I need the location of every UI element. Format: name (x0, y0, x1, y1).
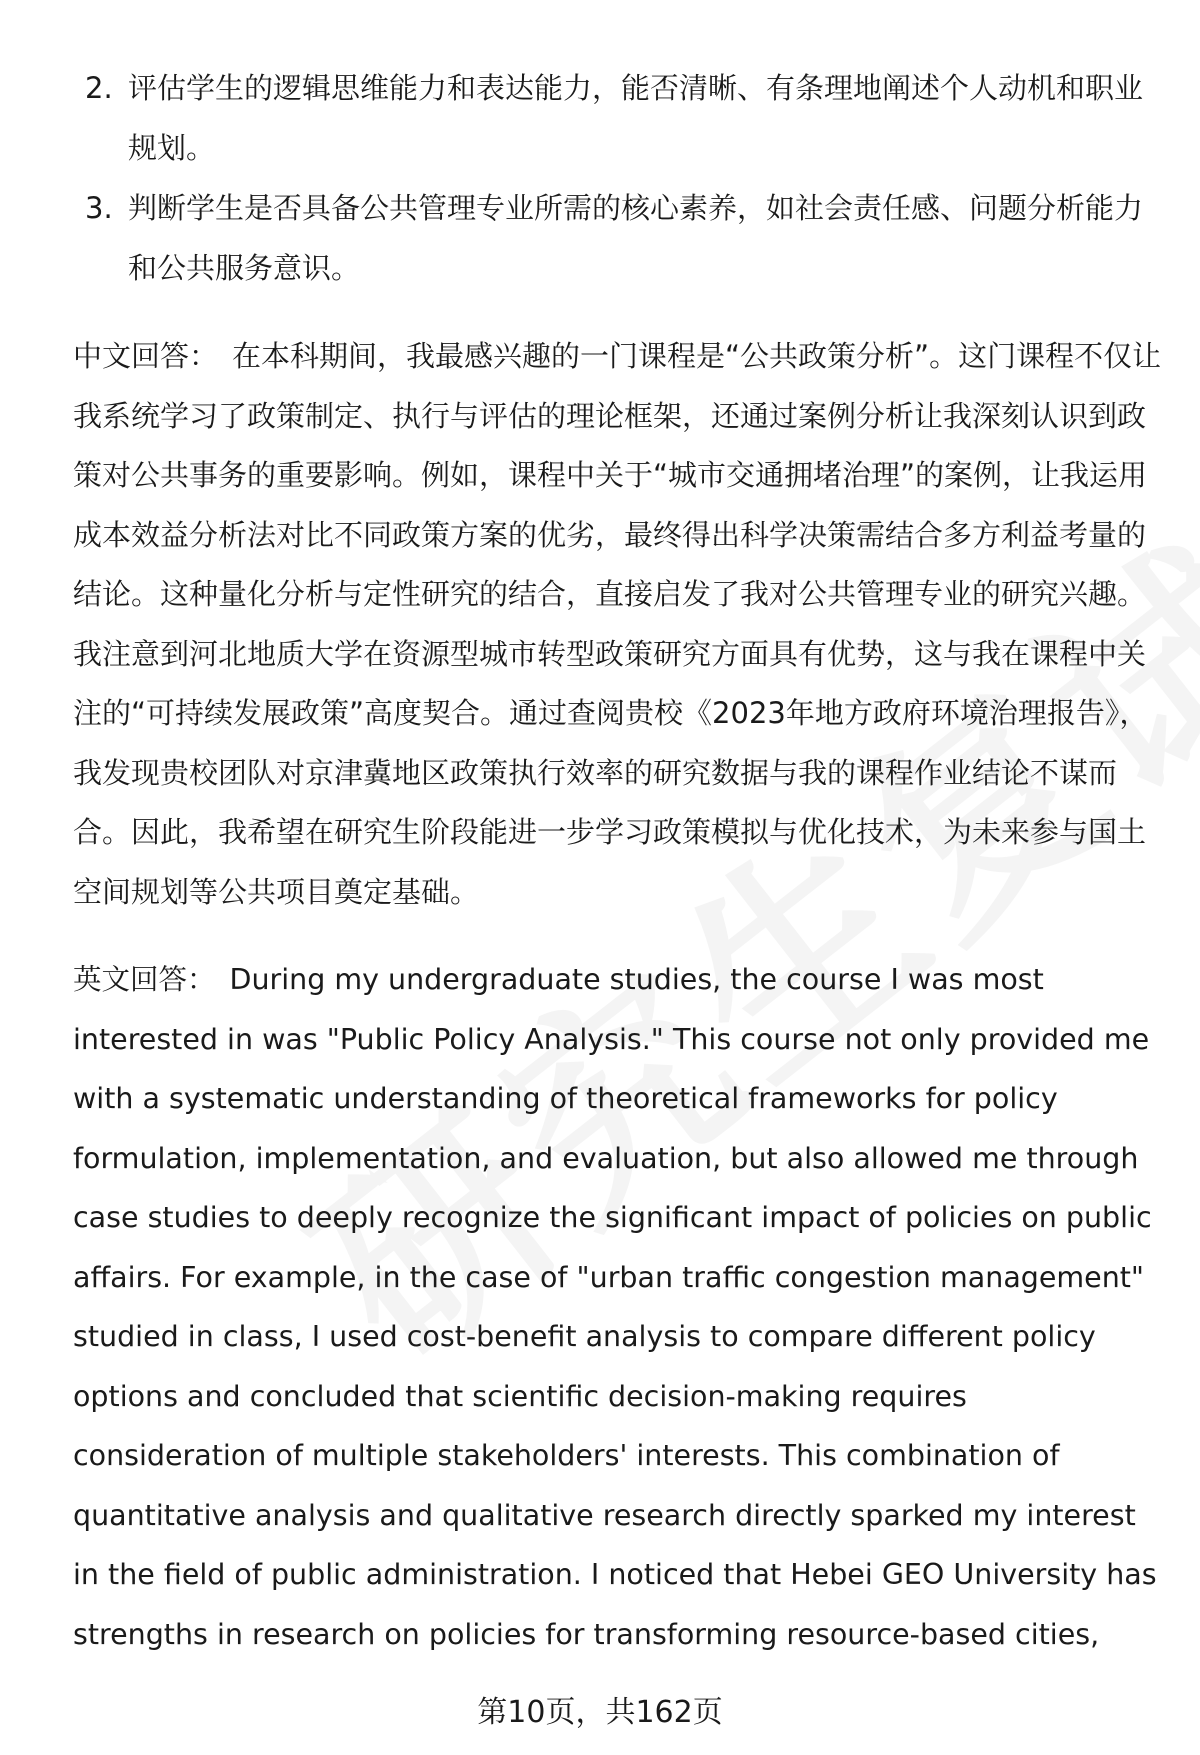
chinese-answer-paragraph (73, 327, 1163, 922)
chinese-answer-text: 在本科期间，我最感兴趣的一门课程是“公共政策分析”。这门课程不仅让我系统学习了政策制定、执行与评估的理论框架，还通过案例分析让我深刻认识到政策对公共事务的重要影响。例如，课程中关于“城市交通拥堵治理”的案例，让我运用成本效益分析法对比不同政策方案的优劣，最终得出科学决策需结合多方利益考量的结论。这种量化分析与定性研究的结合，直接启发了我对公共管理专业的研究兴趣。我注意到河北地质大学在资源型城市转型政策研究方面具有优势，这与我在课程中关注的“可持续发展政策”高度契合。通过查阅贵校《2023年地方政府环境治理报告》，我发现贵校团队对京津冀地区政策执行效率的研究数据与我的课程作业结论不谋而合。因此，我希望在研究生阶段能进一步学习政策模拟与优化技术，为未来参与国土空间规划等公共项目奠定基础。 (73, 339, 1162, 909)
english-answer-paragraph (73, 950, 1163, 1664)
list-item-text: 判断学生是否具备公共管理专业所需的核心素养，如社会责任感、问题分析能力和公共服务意识。 (128, 191, 1144, 285)
criteria-list (73, 58, 1163, 298)
english-answer-label: 英文回答： (73, 963, 216, 996)
list-item-number: 3. (85, 191, 113, 225)
chinese-answer-label: 中文回答： (73, 339, 219, 373)
list-item (73, 58, 1163, 178)
list-item-text: 评估学生的逻辑思维能力和表达能力，能否清晰、有条理地阐述个人动机和职业规划。 (128, 71, 1144, 165)
list-item (73, 178, 1163, 298)
english-answer-text: During my undergraduate studies, the course I was most interested in was "Public Policy Analysis." This course not only provided me with a systematic understanding of theoretical frameworks for policy formulation, implementation, and evaluation, but also allowed me through case studies to deeply recognize the significant impact of policies on public affairs. For example, in the case of "urban traffic congestion management" studied in class, I used cost-benefit analysis to compare different policy options and concluded that scientific decision-making requires consideration of multiple stakeholders' interests. This combination of quantitative analysis and qualitative research directly sparked my interest in the field of public administration. I noticed that Hebei GEO University has strengths in research on policies for transforming resource-based cities, (73, 963, 1157, 1651)
page-content (73, 58, 1163, 1664)
page-number-footer: 第10页，共162页 (477, 1695, 723, 1730)
list-item-number: 2. (85, 71, 113, 105)
